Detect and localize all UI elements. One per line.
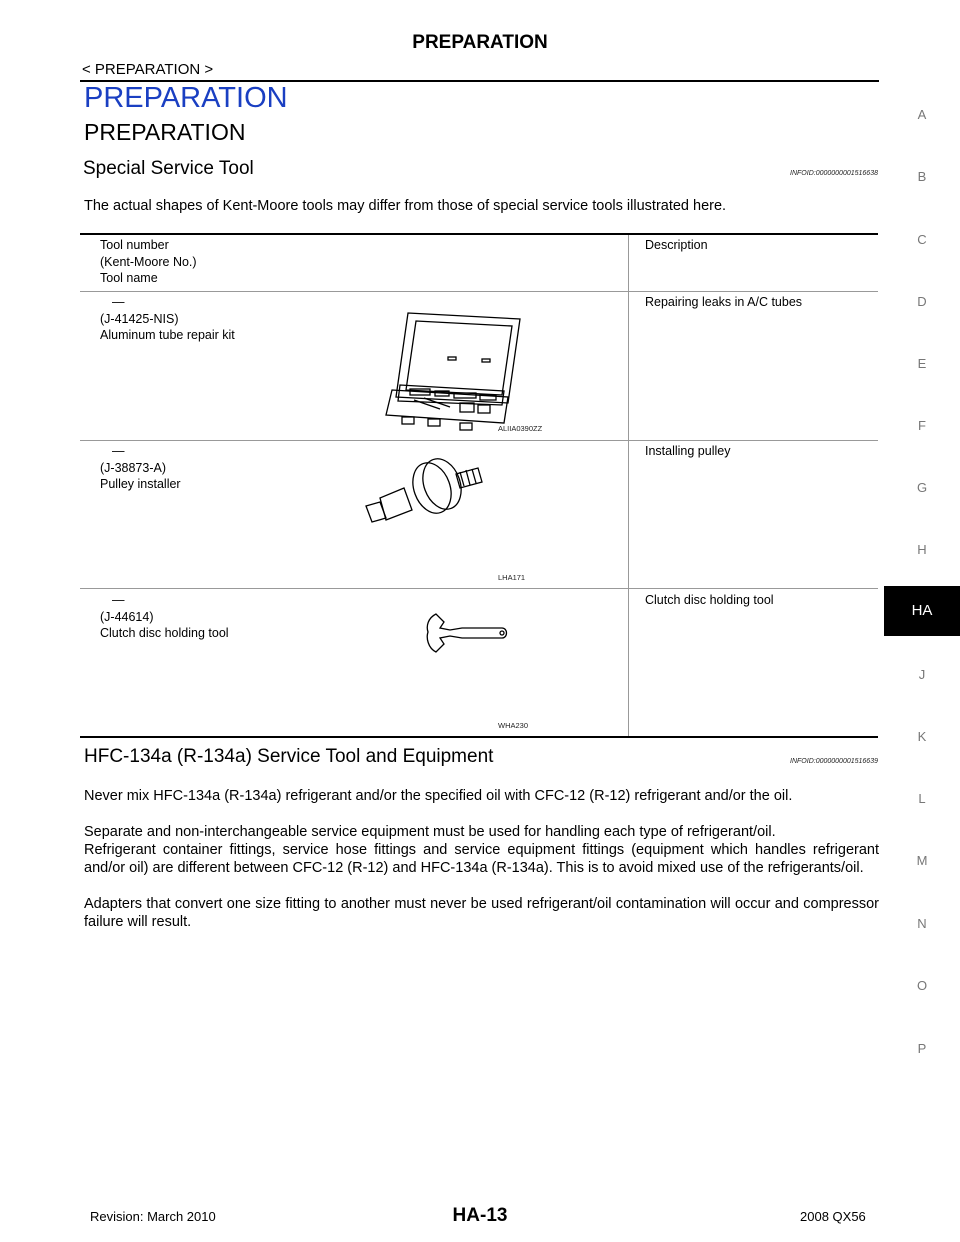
table-bottom-rule <box>80 736 878 738</box>
paragraph: Adapters that convert one size fitting to another must never be used refrigerant/oil contamination will occur and compressor failure will result. <box>84 896 879 930</box>
index-tab-m[interactable]: M <box>916 853 928 868</box>
index-tab-p[interactable]: P <box>917 1041 927 1056</box>
table-header-description: Description <box>645 238 708 252</box>
table-column-divider <box>628 235 629 736</box>
footer-model: 2008 QX56 <box>800 1209 866 1224</box>
footer-revision: Revision: March 2010 <box>90 1209 216 1224</box>
pulley-installer-illustration <box>360 458 490 538</box>
tool-name: Pulley installer <box>100 477 181 491</box>
table-top-rule <box>80 233 878 235</box>
paragraph: Separate and non-interchangeable service equipment must be used for handling each type of refrigerant/oil. <box>84 824 776 840</box>
repair-kit-case-illustration <box>380 305 530 435</box>
page-header-title: PREPARATION <box>412 32 548 53</box>
index-tab-l[interactable]: L <box>918 791 926 806</box>
tool-name: Clutch disc holding tool <box>100 626 229 640</box>
section-title: PREPARATION <box>84 119 246 145</box>
tool-name: Aluminum tube repair kit <box>100 328 235 342</box>
tool-description: Repairing leaks in A/C tubes <box>645 295 803 309</box>
table-row-divider <box>80 588 878 589</box>
index-tab-c[interactable]: C <box>917 232 927 247</box>
index-tab-a[interactable]: A <box>917 107 927 122</box>
index-tab-o[interactable]: O <box>916 978 928 993</box>
index-tab-j[interactable]: J <box>918 667 926 682</box>
paragraph: Refrigerant container fittings, service hose fittings and service equipment fittings (equipment which handles refrigerant and/or oil) are different between CFC-12 (R-12) and HFC-134a (R-134a). This is to avoid mixed use of the refrigerants/oil. <box>84 842 879 876</box>
index-tab-k[interactable]: K <box>917 729 927 744</box>
hfc-tool-infoid: INFOID:0000000001516639 <box>790 758 878 765</box>
row-dash: — <box>112 295 125 309</box>
tool-description: Installing pulley <box>645 444 731 458</box>
table-row <box>100 443 181 493</box>
clutch-holding-tool-illustration <box>422 608 512 658</box>
table-row <box>100 294 235 344</box>
tool-number: (J-44614) <box>100 609 154 624</box>
table-row-divider <box>80 440 878 441</box>
footer-page-number: HA-13 <box>452 1205 508 1226</box>
tool-number: (J-41425-NIS) <box>100 311 179 326</box>
tool-number: (J-38873-A) <box>100 460 166 475</box>
table-row-divider <box>80 291 878 292</box>
index-tab-d[interactable]: D <box>917 294 927 309</box>
breadcrumb: < PREPARATION > <box>82 61 214 78</box>
index-tab-h[interactable]: H <box>917 542 927 557</box>
special-tool-infoid: INFOID:0000000001516638 <box>790 170 878 177</box>
row-dash: — <box>112 593 125 607</box>
index-tab-f[interactable]: F <box>918 418 926 433</box>
index-tab-b[interactable]: B <box>917 169 927 184</box>
header-tool-name: Tool name <box>100 271 158 285</box>
image-code: ALIIA0390ZZ <box>498 424 543 433</box>
index-tab-e[interactable]: E <box>917 356 927 371</box>
image-code: WHA230 <box>498 721 529 730</box>
header-tool-number: Tool number <box>100 238 169 252</box>
tool-description: Clutch disc holding tool <box>645 593 774 607</box>
image-code: LHA171 <box>498 573 526 582</box>
table-header-tool <box>100 237 197 287</box>
table-row <box>100 592 229 642</box>
hfc-tool-heading: HFC-134a (R-134a) Service Tool and Equipment <box>84 746 494 767</box>
paragraph: Never mix HFC-134a (R-134a) refrigerant and/or the specified oil with CFC-12 (R-12) refrigerant and/or the oil. <box>84 788 793 804</box>
chapter-title: PREPARATION <box>84 82 288 114</box>
special-tool-heading: Special Service Tool <box>83 158 254 179</box>
index-tab-n[interactable]: N <box>917 916 927 931</box>
row-dash: — <box>112 444 125 458</box>
intro-text: The actual shapes of Kent-Moore tools may differ from those of special service tools illustrated here. <box>84 198 727 214</box>
index-tab-g[interactable]: G <box>916 480 928 495</box>
header-kent-moore: (Kent-Moore No.) <box>100 254 197 269</box>
index-tab-ha-active[interactable]: HA <box>884 586 960 636</box>
